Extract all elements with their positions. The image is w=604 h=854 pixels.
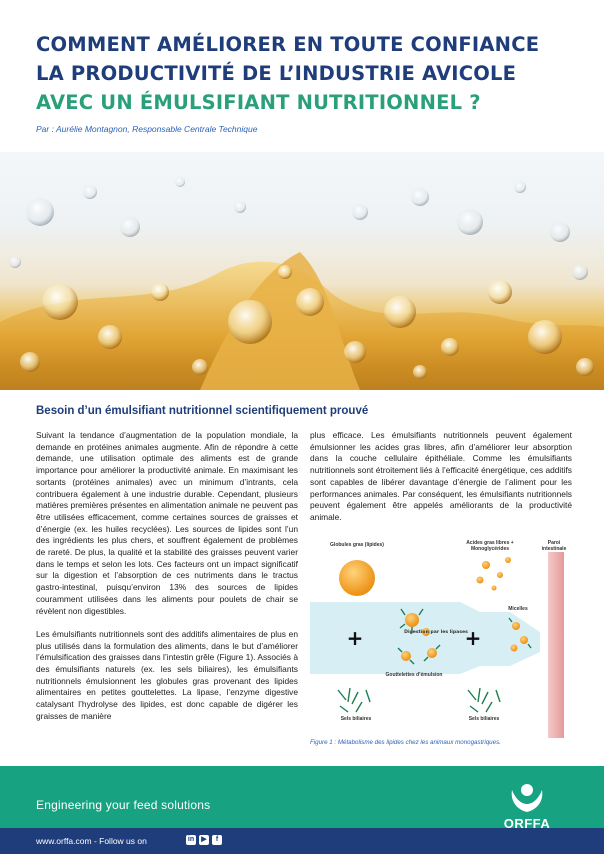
footer-tagline: Engineering your feed solutions <box>36 798 211 812</box>
orffa-logo-icon <box>492 776 562 846</box>
section-heading: Besoin d’un émulsifiant nutritionnel scientifiquement prouvé <box>36 405 369 417</box>
label-gouttelettes: Gouttelettes d’émulsion <box>385 672 443 678</box>
title-line-2: LA PRODUCTIVITÉ DE L’INDUSTRIE AVICOLE <box>36 62 517 85</box>
label-sels-1: Sels biliaires <box>340 716 372 722</box>
title-line-1: COMMENT AMÉLIORER EN TOUTE CONFIANCE <box>36 33 540 56</box>
facebook-icon[interactable]: f <box>212 835 222 845</box>
label-acides: Acides gras libres + Monoglycérides <box>466 540 514 552</box>
digestion-label: Digestion par les lipases <box>404 630 468 635</box>
paragraph-emulsifiers: Les émulsifiants nutritionnels sont des additifs alimentaires de plus en plus utilisés dans la formulation des aliments, dans le but d’améliorer l’émulsification des graisses dans l’intestin grêle (Figure 1). Associés à des émulsifiants naturels (ex. les sels biliaires), les émulsifiants nutritionnels émulsionnent les globules gras provenant des lipides alimentaires en petites gouttelettes. La lipase, l’enzyme digestive catalysant l’hydrolyse des lipides, est donc capable de digérer les graisses de manière <box>36 628 298 721</box>
figure-caption: Figure 1 : Métabolisme des lipides chez les animaux monogastriques. <box>310 739 501 746</box>
label-micelles: Micelles <box>508 606 528 612</box>
title-line-3: AVEC UN ÉMULSIFIANT NUTRITIONNEL ? <box>36 91 481 114</box>
label-paroi: Paroi intestinale <box>541 540 567 552</box>
text-column-right <box>310 430 572 535</box>
website-link[interactable]: www.orffa.com - Follow us on <box>36 836 147 846</box>
figure-lipid-metabolism <box>310 540 572 740</box>
svg-text:+: + <box>464 626 482 650</box>
paragraph-intro: Suivant la tendance d’augmentation de la population mondiale, la demande en protéines animales augmente. Afin de répondre à cette demande, une utilisation optimale des aliments est de grande importance pour améliorer la productivité animale. En maximisant les sortants (protéines animales) avec un minimum d’intrants, cela contribuera également à une industrie durable. Cependant, plusieurs matières premières présentes en alimentation animale ne peuvent pas être utilisées efficacement, comme certaines sources de graisses et d’énergie (ex. les huiles recyclées). Les sources de lipides sont l’un des ingrédients les plus chers, et souffrent également de problèmes de rareté. De plus, la qualité et la stabilité des graisses peuvent varier dans le temps et selon les lots. Ces facteurs ont un impact significatif sur la digestion et l’absorption de ces nutriments dans le tractus gastro-intestinal, puisqu’environ 13% des sources de lipides couramment utilisées dans les aliments pour poulets de chair se révèlent non digestibles. <box>36 430 298 616</box>
hero-image-oil-bubbles <box>0 152 604 390</box>
linkedin-icon[interactable]: in <box>187 836 195 843</box>
label-sels-2: Sels biliaires <box>468 716 500 722</box>
youtube-icon[interactable]: ▶ <box>199 835 209 845</box>
text-column-left <box>36 430 298 734</box>
label-globules: Globules gras (lipides) <box>330 542 384 548</box>
footer <box>0 766 604 854</box>
paragraph-continuation: plus efficace. Les émulsifiants nutritionnels peuvent également émulsionner les acides gras libres, afin d’améliorer leur absorption dans la couche cellulaire épithéliale. Comme les émulsifiants nutritionnels sont étroitement liés à l’efficacité énergétique, ces additifs sont capables de libérer davantage d’énergie de l’aliment pour les performances animales. Par conséquent, les émulsifiants nutritionnels peuvent également être appelés améliorants de la productivité animale. <box>310 430 572 522</box>
article-title <box>36 30 576 117</box>
orffa-brand: ORFFA <box>503 816 551 831</box>
author-byline: Par : Aurélie Montagnon, Responsable Centrale Technique <box>36 124 258 134</box>
svg-text:+: + <box>346 626 364 650</box>
